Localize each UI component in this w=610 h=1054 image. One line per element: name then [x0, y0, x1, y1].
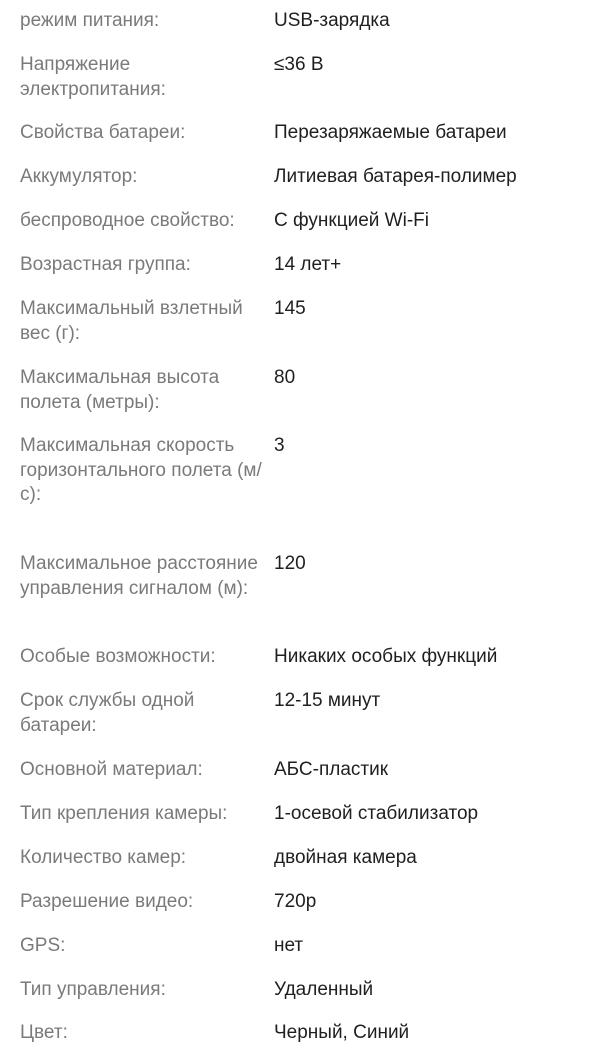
spec-value: 80	[274, 367, 296, 388]
spec-value: Удаленный	[274, 979, 374, 1000]
spec-value: USB-зарядка	[274, 10, 390, 31]
spec-label: Возрастная группа:	[20, 254, 191, 275]
spec-label: Аккумулятор:	[20, 166, 138, 187]
spec-value: 145	[274, 298, 306, 319]
spec-label: Тип управления:	[20, 979, 166, 1000]
spec-label: Количество камер:	[20, 847, 187, 868]
spec-label: Разрешение видео:	[20, 891, 194, 912]
spec-label: Основной материал:	[20, 759, 203, 780]
spec-label: Тип крепления камеры:	[20, 803, 228, 824]
spec-label: Срок службы одной батареи:	[20, 690, 195, 736]
spec-label: Максимальное расстояние управления сигналом (м):	[20, 553, 258, 599]
spec-value: Никаких особых функций	[274, 646, 498, 667]
spec-label: GPS:	[20, 935, 66, 956]
spec-label: Свойства батареи:	[20, 122, 186, 143]
spec-label: режим питания:	[20, 10, 160, 31]
spec-value: 12-15 минут	[274, 690, 381, 711]
spec-value: Черный, Синий	[274, 1022, 410, 1043]
spec-value: двойная камера	[274, 847, 417, 868]
spec-value: 3	[274, 435, 285, 456]
spec-label: Особые возможности:	[20, 646, 216, 667]
spec-value: Перезаряжаемые батареи	[274, 122, 507, 143]
spec-value: 14 лет+	[274, 254, 342, 275]
spec-label: Напряжение электропитания:	[20, 54, 166, 100]
spec-value: ≤36 В	[274, 54, 324, 75]
spec-label: Максимальный взлетный вес (г):	[20, 298, 243, 344]
spec-value: 720p	[274, 891, 317, 912]
spec-value: 120	[274, 553, 306, 574]
spec-label: Максимальная высота полета (метры):	[20, 367, 220, 413]
spec-value: АБС-пластик	[274, 759, 389, 780]
spec-value: С функцией Wi-Fi	[274, 210, 429, 231]
spec-label: беспроводное свойство:	[20, 210, 235, 231]
spec-label: Цвет:	[20, 1022, 68, 1043]
spec-value: нет	[274, 935, 304, 956]
spec-value: 1-осевой стабилизатор	[274, 803, 479, 824]
spec-label: Максимальная скорость горизонтального полета (м/с):	[20, 435, 262, 505]
spec-value: Литиевая батарея-полимер	[274, 166, 517, 187]
